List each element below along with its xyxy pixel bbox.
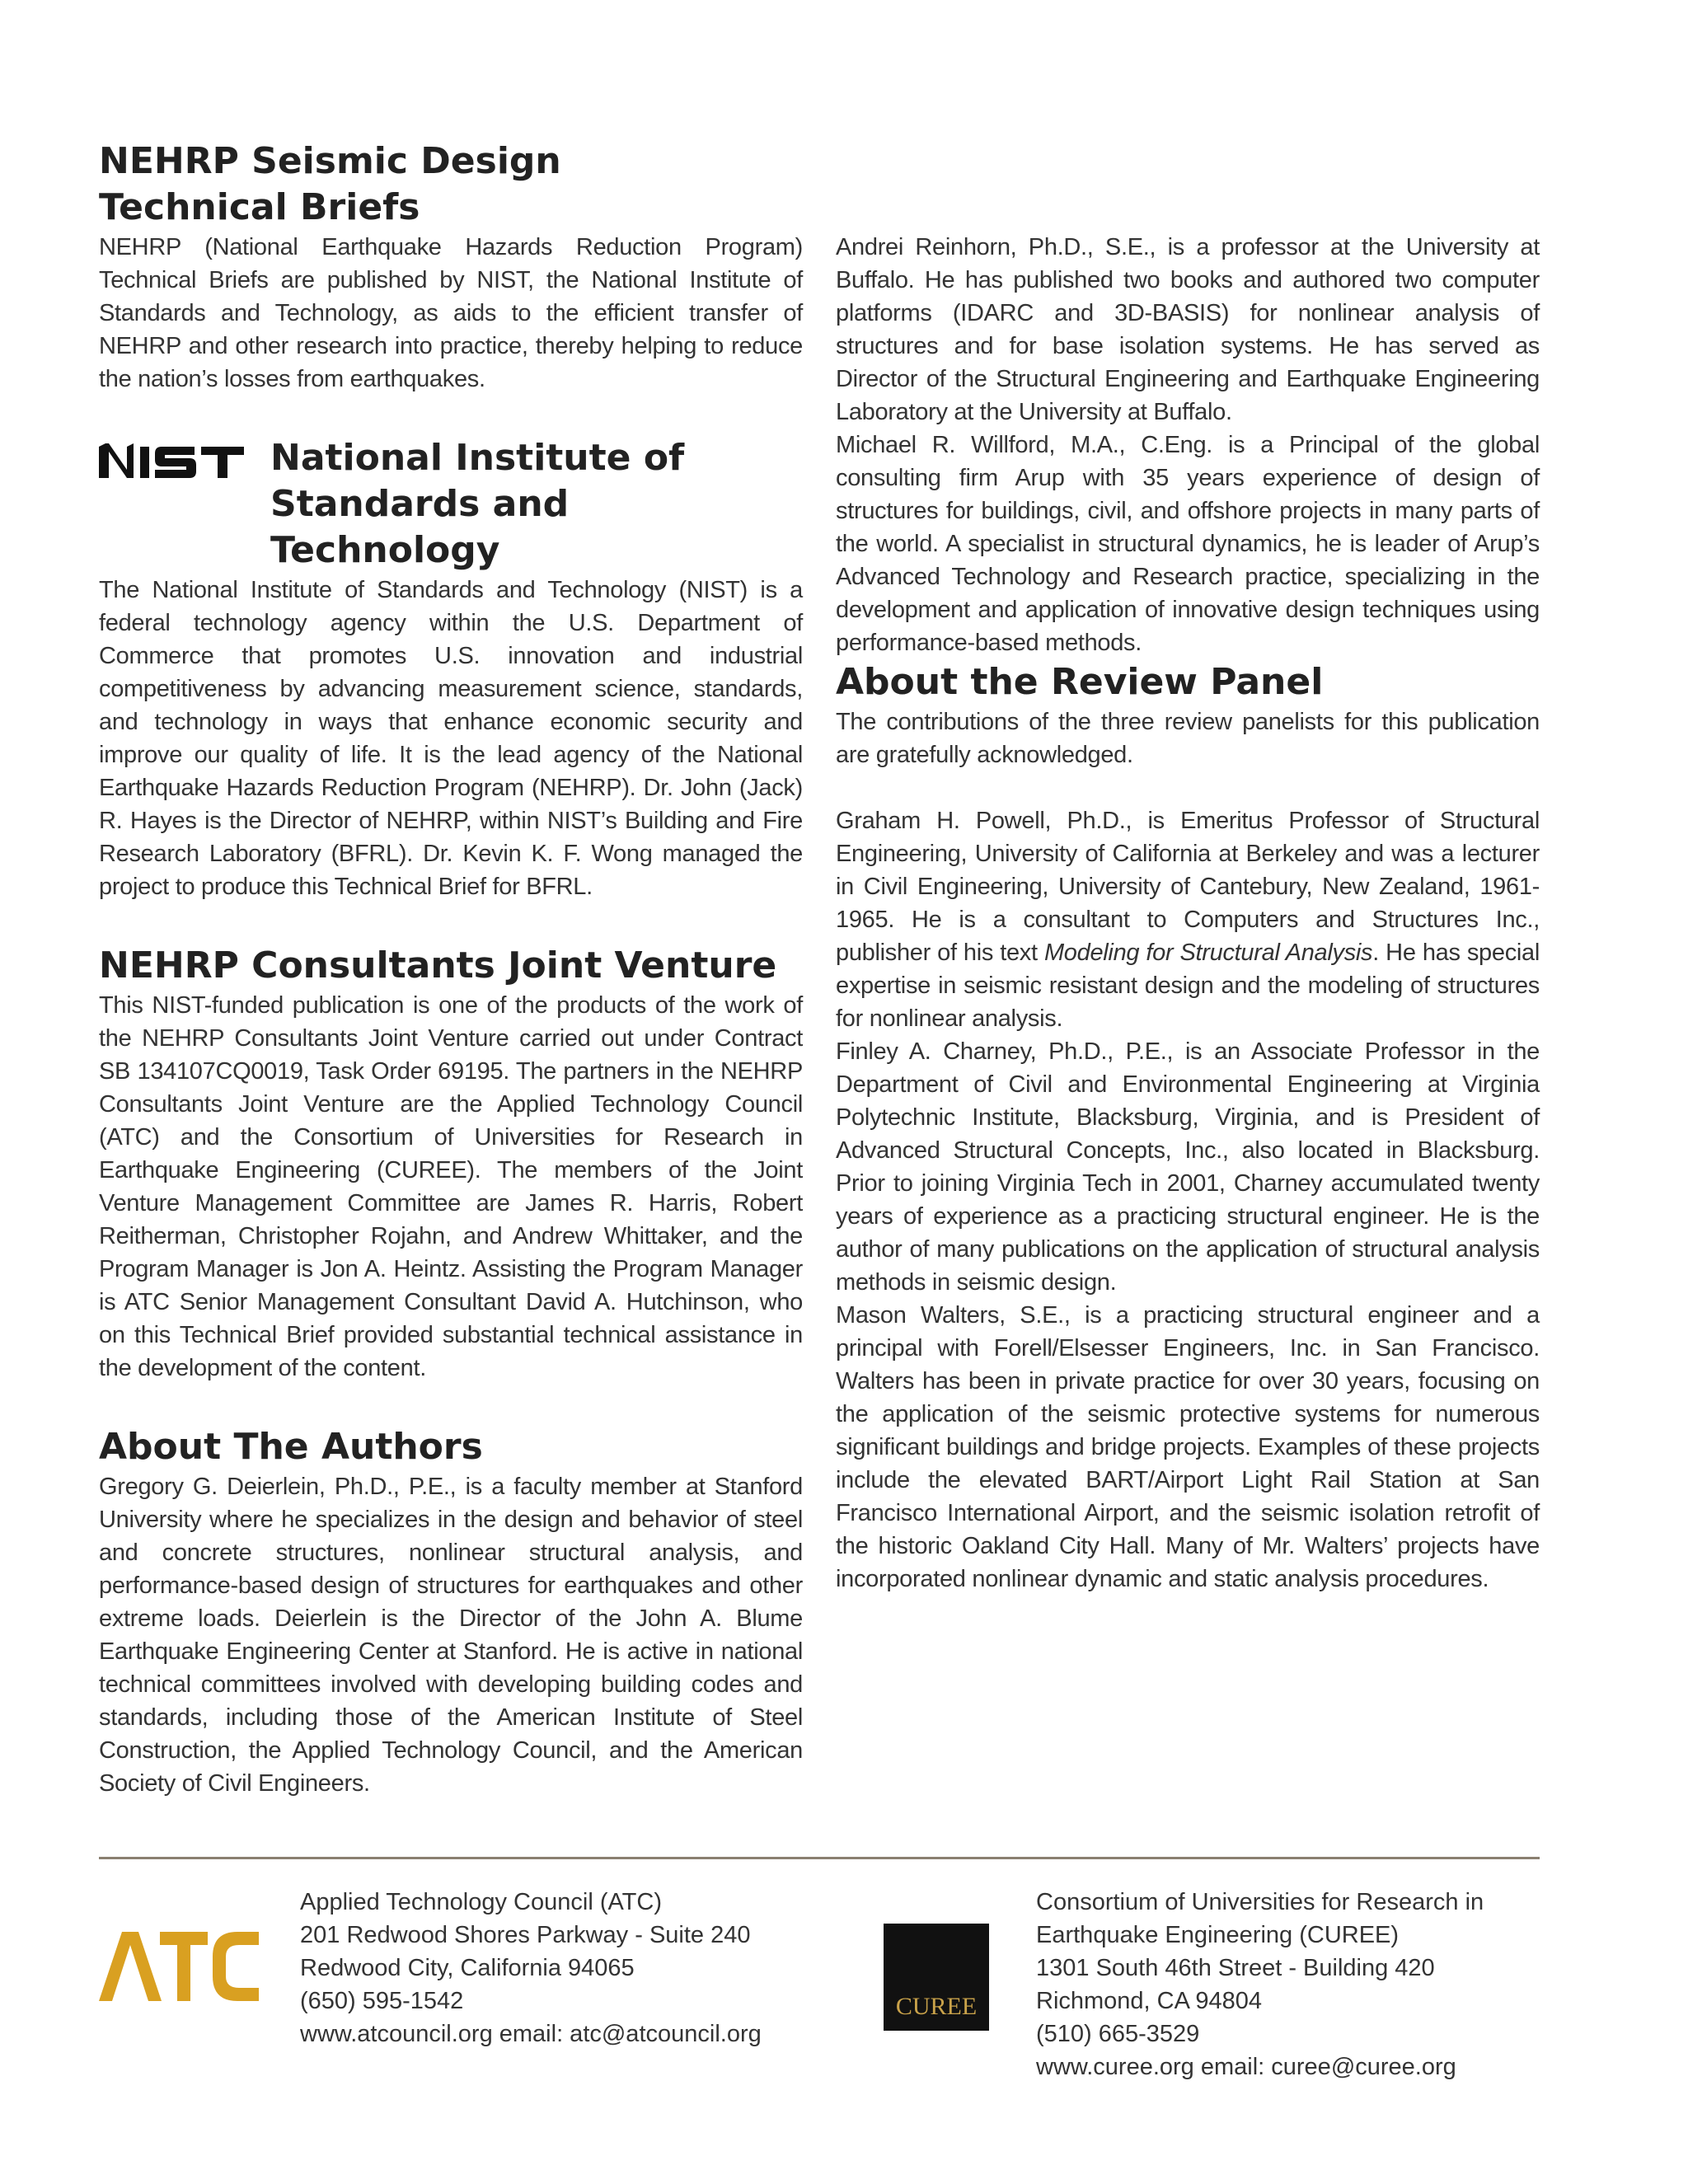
authors-title: About The Authors bbox=[99, 1426, 483, 1468]
atc-phone: (650) 595-1542 bbox=[300, 1988, 464, 2014]
atc-web-email: www.atcouncil.org email: atc@atcouncil.org bbox=[300, 2021, 762, 2047]
powell-text-b: . He has special expertise in seismic resistant design and the modeling of structures for nonlinear analysis. bbox=[836, 940, 1540, 1032]
nist-section bbox=[99, 435, 803, 903]
charney-bio: Finley A. Charney, Ph.D., P.E., is an Associate Professor in the Department of Civil and Environmental Engineering at Virginia Polytechnic Institute, Blacksburg, Virginia, and is President of Advanced Structural Concepts, Inc., also located in Blacksburg. Prior to joining Virginia Tech in 2001, Charney accumulated twenty years of experience as a practicing structural engineer. He is the author of many publications on the application of structural analysis methods in seismic design. bbox=[836, 1038, 1540, 1296]
nist-header bbox=[99, 435, 803, 574]
curee-web-email: www.curee.org email: curee@curee.org bbox=[1036, 2054, 1456, 2080]
title-line-2: Standards and Technology bbox=[270, 483, 570, 571]
authors-section bbox=[99, 1424, 803, 1800]
footer-rule bbox=[99, 1857, 1540, 1859]
left-column bbox=[99, 138, 803, 1840]
atc-address bbox=[300, 1886, 762, 2050]
nist-text: The National Institute of Standards and Technology (NIST) is a federal technology agency within the U.S. Department of Commerce that promotes U.S. innovation and industrial competitiveness by advancing measurement science, standards, and technology in ways that enhance economic security and improve our quality of life. It is the lead agency of the National Earthquake Hazards Reduction Program (NEHRP). Dr. John (Jack) R. Hayes is the Director of NEHRP, within NIST’s Building and Fire Research Laboratory (BFRL). Dr. Kevin K. F. Wong managed the project to produce this Technical Brief for BFRL. bbox=[99, 577, 803, 900]
curee-city: Richmond, CA 94804 bbox=[1036, 1988, 1263, 2014]
atc-logo bbox=[99, 1929, 259, 2003]
nist-logo bbox=[99, 438, 247, 485]
powell-book-title: Modeling for Structural Analysis bbox=[1043, 940, 1373, 966]
willford-bio: Michael R. Willford, M.A., C.Eng. is a Principal of the global consulting firm Arup with 35 years experience of design of structures for buildings, civil, and offshore projects in many parts of the world. A specialist in structural dynamics, he is leader of Arup’s Advanced Technology and Research practice, specializing in the development and application of innovative design techniques using performance-based methods. bbox=[836, 432, 1540, 656]
nist-title bbox=[270, 435, 803, 574]
technical-briefs-section bbox=[99, 138, 803, 396]
consultants-title: NEHRP Consultants Joint Venture bbox=[99, 944, 777, 987]
powell-bio bbox=[836, 804, 1540, 1035]
curee-logo bbox=[884, 1924, 989, 2031]
title-line-2: Technical Briefs bbox=[99, 186, 420, 228]
consultants-section bbox=[99, 943, 803, 1385]
reinhorn-bio: Andrei Reinhorn, Ph.D., S.E., is a professor at the University at Buffalo. He has published two books and authored two computer platforms (IDARC and 3D-BASIS) for nonlinear analysis of structures and for base isolation systems. He has served as Director of the Structural Engineering and Earthquake Engineering Laboratory at the University at Buffalo. bbox=[836, 234, 1540, 425]
right-column bbox=[836, 231, 1540, 1596]
review-panel-intro: The contributions of the three review panelists for this publication are gratefully acknowledged. bbox=[836, 709, 1540, 768]
curee-name-line-1: Consortium of Universities for Research in bbox=[1036, 1889, 1484, 1915]
curee-name-line-2: Earthquake Engineering (CUREE) bbox=[1036, 1922, 1400, 1948]
curee-street: 1301 South 46th Street - Building 420 bbox=[1036, 1955, 1435, 1981]
atc-city: Redwood City, California 94065 bbox=[300, 1955, 635, 1981]
title-line-1: NEHRP Seismic Design bbox=[99, 140, 561, 182]
deierlein-bio: Gregory G. Deierlein, Ph.D., P.E., is a faculty member at Stanford University where he specializes in the design and behavior of steel and concrete structures, nonlinear structural analysis, and performance-based design of structures for earthquakes and other extreme loads. Deierlein is the Director of the John A. Blume Earthquake Engineering Center at Stanford. He is active in national technical committees involved with developing building codes and standards, including those of the American Institute of Steel Construction, the Applied Technology Council, and the American Society of Civil Engineers. bbox=[99, 1474, 803, 1797]
powell-text-a: Graham H. Powell, Ph.D., is Emeritus Professor of Structural Engineering, University of California at Berkeley and was a lecturer in Civil Engineering, University of Cantebury, New Zealand, 1961-1965. He is a consultant to Computers and Structures Inc., publisher of his text bbox=[836, 808, 1540, 966]
consultants-text: This NIST-funded publication is one of the products of the work of the NEHRP Consultants Joint Venture carried out under Contract SB 134107CQ0019, Task Order 69195. The partners in the NEHRP Consultants Joint Venture are the Applied Technology Council (ATC) and the Consortium of Universities for Research in Earthquake Engineering (CUREE). The members of the Joint Venture Management Committee are James R. Harris, Robert Reitherman, Christopher Rojahn, and Andrew Whittaker, and the Program Manager is Jon A. Heintz. Assisting the Program Manager is ATC Senior Management Consultant David A. Hutchinson, who on this Technical Brief provided substantial technical assistance in the development of the content. bbox=[99, 992, 803, 1381]
review-panel-title: About the Review Panel bbox=[836, 661, 1324, 703]
section-text: NEHRP (National Earthquake Hazards Reduction Program) Technical Briefs are published by NIST, the National Institute of Standards and Technology, as aids to the efficient transfer of NEHRP and other research into practice, thereby helping to reduce the nation’s losses from earthquakes. bbox=[99, 234, 803, 392]
curee-phone: (510) 665-3529 bbox=[1036, 2021, 1200, 2047]
atc-street: 201 Redwood Shores Parkway - Suite 240 bbox=[300, 1922, 751, 1948]
svg-text:CUREE: CUREE bbox=[895, 1993, 978, 2020]
section-title bbox=[99, 138, 803, 231]
review-panel-section bbox=[836, 659, 1540, 771]
walters-bio: Mason Walters, S.E., is a practicing structural engineer and a principal with Forell/Elsesser Engineers, Inc. in San Francisco. Walters has been in private practice for over 30 years, focusing on the application of the seismic protective systems for numerous significant buildings and bridge projects. Examples of these projects include the elevated BART/Airport Light Rail Station at San Francisco International Airport, and the seismic isolation retrofit of the historic Oakland City Hall. Many of Mr. Walters’ projects have incorporated nonlinear dynamic and static analysis procedures. bbox=[836, 1302, 1540, 1592]
curee-address bbox=[1036, 1886, 1484, 2083]
atc-name: Applied Technology Council (ATC) bbox=[300, 1889, 662, 1915]
title-line-1: National Institute of bbox=[270, 437, 685, 479]
